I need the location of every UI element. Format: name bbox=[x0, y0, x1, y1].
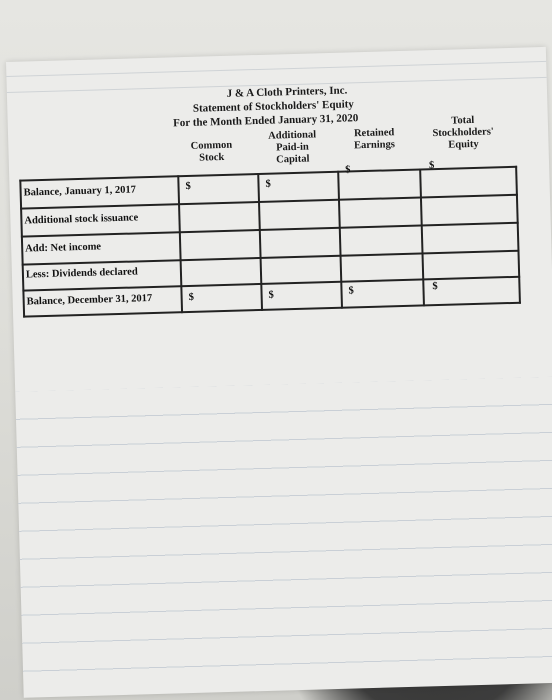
row-label-net-income: Add: Net income bbox=[25, 241, 102, 255]
column-header-line: Paid-in bbox=[276, 141, 309, 154]
cell-dollar[interactable]: $ bbox=[185, 180, 191, 193]
row-label-stock-issuance: Additional stock issuance bbox=[24, 212, 139, 227]
column-header-line: Stockholders' bbox=[432, 126, 494, 140]
statement-title: Statement of Stockholders' Equity bbox=[192, 98, 354, 115]
column-header-line: Retained bbox=[353, 127, 395, 140]
column-header-line: Additional bbox=[268, 129, 317, 142]
column-header-line: Capital bbox=[276, 153, 310, 166]
column-divider bbox=[337, 171, 342, 309]
cell-dollar[interactable]: $ bbox=[428, 160, 435, 172]
column-header-line: Equity bbox=[448, 138, 479, 151]
row-label-dividends: Less: Dividends declared bbox=[25, 266, 138, 281]
worksheet-page bbox=[6, 47, 552, 698]
cell-dollar[interactable]: $ bbox=[265, 178, 271, 190]
row-label-balance-dec: Balance, December 31, 2017 bbox=[26, 293, 153, 308]
cell-dollar[interactable]: $ bbox=[268, 289, 275, 301]
company-name: J & A Cloth Printers, Inc. bbox=[226, 84, 348, 100]
column-header-common-stock bbox=[176, 139, 247, 165]
cell-dollar[interactable]: $ bbox=[188, 291, 195, 303]
column-header-apic bbox=[252, 129, 333, 167]
cell-dollar[interactable]: $ bbox=[432, 281, 438, 293]
table-border bbox=[515, 166, 520, 304]
column-header-total-equity bbox=[418, 114, 509, 152]
ruled-lines bbox=[15, 377, 552, 698]
statement-period: For the Month Ended January 31, 2020 bbox=[172, 112, 359, 130]
column-header-line: Common bbox=[190, 139, 233, 152]
column-divider bbox=[257, 173, 262, 311]
column-header-retained-earnings bbox=[334, 127, 415, 153]
column-header-line: Stock bbox=[199, 151, 225, 164]
cell-dollar[interactable]: $ bbox=[348, 285, 354, 297]
cell-dollar[interactable]: $ bbox=[344, 164, 351, 176]
column-header-line: Earnings bbox=[353, 139, 396, 152]
table-border bbox=[19, 180, 24, 318]
column-header-line: Total bbox=[451, 114, 475, 127]
faint-rule bbox=[6, 61, 546, 77]
column-divider bbox=[419, 168, 424, 306]
equity-table bbox=[19, 160, 521, 318]
row-label-balance-jan: Balance, January 1, 2017 bbox=[23, 184, 137, 199]
column-divider bbox=[177, 175, 182, 313]
